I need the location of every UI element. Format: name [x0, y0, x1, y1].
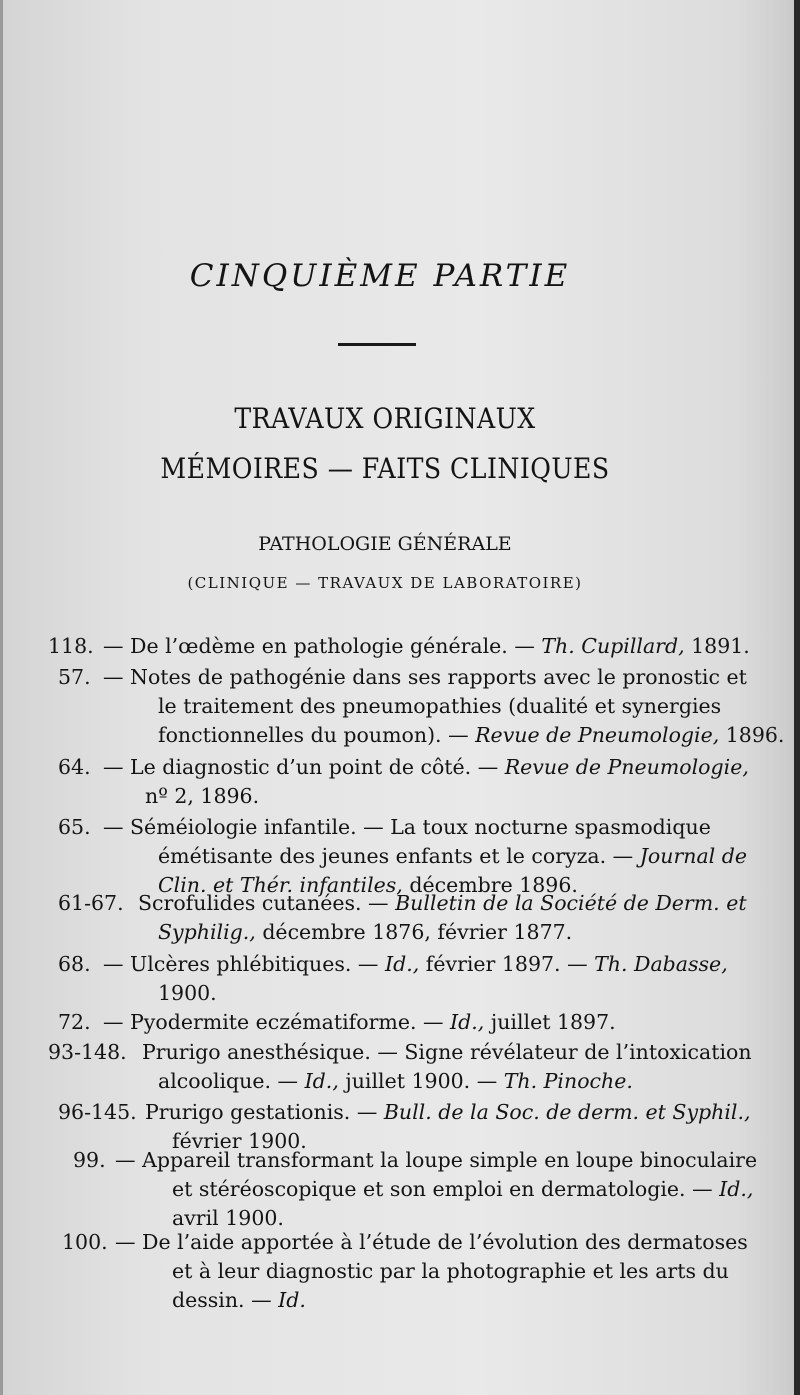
entry-source: Th. Cupillard, [541, 634, 685, 658]
entry-title: — De l’œdème en pathologie générale. — [103, 634, 535, 658]
list-item [0, 663, 800, 753]
entry-line: Prurigo anesthésique. — Signe révélateur de l’intoxication [142, 1040, 752, 1064]
entry-source: Id. [278, 1288, 306, 1312]
entry-date: décembre 1896. [409, 873, 578, 897]
heading-travaux-originaux: TRAVAUX ORIGINAUX [234, 402, 536, 435]
list-item [0, 1228, 800, 1318]
entry-line: — De l’aide apportée à l’étude de l’évolution des dermatoses [115, 1230, 748, 1254]
list-item [0, 1038, 800, 1098]
entry-source: Bulletin de la Société de Derm. et [395, 891, 747, 915]
entry-line: Scrofulides cutanées. — [138, 891, 389, 915]
entry-line: dessin. — [172, 1288, 272, 1312]
entry-number: 100. [62, 1230, 108, 1254]
entry-source: Id., [450, 1010, 485, 1034]
entry-line: fonctionnelles du poumon). — [158, 723, 469, 747]
list-item [0, 1146, 800, 1236]
entry-number: 64. [58, 755, 91, 779]
entry-line: avril 1900. [172, 1206, 284, 1230]
entry-line: — Notes de pathogénie dans ses rapports avec le pronostic et [103, 665, 747, 689]
part-title: CINQUIÈME PARTIE [189, 258, 571, 294]
entry-number: 93-148. [48, 1040, 127, 1064]
entry-number: 68. [58, 952, 91, 976]
entry-number: 96-145. [58, 1100, 137, 1124]
entry-source: Clin. et Thér. infantiles, [158, 873, 403, 897]
entry-source: Syphilig., [158, 920, 256, 944]
entry-source: Id., [304, 1069, 339, 1093]
list-item [0, 889, 800, 949]
entry-line: — Ulcères phlébitiques. — [103, 952, 379, 976]
entry-number: 57. [58, 665, 91, 689]
heading-memoires: MÉMOIRES — FAITS CLINIQUES [160, 452, 610, 485]
entry-number: 65. [58, 815, 91, 839]
entry-date: juillet 1897. [490, 1010, 616, 1034]
entry-line: 1900. [158, 981, 217, 1005]
entry-number: 61-67. [58, 891, 124, 915]
title-divider [338, 343, 416, 346]
entry-line: février 1900. [172, 1129, 307, 1153]
entry-number: 72. [58, 1010, 91, 1034]
entry-line: alcoolique. — [158, 1069, 299, 1093]
entry-source: Bull. de la Soc. de derm. et Syphil., [383, 1100, 751, 1124]
entry-line: juillet 1900. — [345, 1069, 498, 1093]
entry-source: Revue de Pneumologie, [504, 755, 749, 779]
entry-line: — Pyodermite eczématiforme. — [103, 1010, 444, 1034]
entry-line: février 1897. — [425, 952, 588, 976]
entry-line: et à leur diagnostic par la photographie et les arts du [172, 1259, 729, 1283]
entry-line: — Le diagnostic d’un point de côté. — [103, 755, 499, 779]
list-item [0, 1008, 800, 1038]
entry-date: 1891. [691, 634, 750, 658]
entry-date: décembre 1876, février 1877. [262, 920, 573, 944]
subsection-heading: (CLINIQUE — TRAVAUX DE LABORATOIRE) [187, 574, 583, 592]
section-heading: PATHOLOGIE GÉNÉRALE [258, 533, 512, 555]
entry-number: 99. [73, 1148, 106, 1172]
entry-line: — Appareil transformant la loupe simple en loupe binoculaire [115, 1148, 758, 1172]
entry-source: Th. Pinoche. [503, 1069, 633, 1093]
entry-source: Revue de Pneumologie, [475, 723, 720, 747]
entry-source: Id., [384, 952, 420, 976]
list-item [0, 753, 800, 813]
entry-date: 1896. [725, 723, 785, 747]
entry-source: Journal de [639, 844, 748, 868]
entry-line: émétisante des jeunes enfants et le coryza. — [158, 844, 634, 868]
entry-line: le traitement des pneumopathies (dualité et synergies [158, 694, 722, 718]
entry-line: — Séméiologie infantile. — La toux nocturne spasmodique [103, 815, 711, 839]
entry-source: Th. Dabasse, [594, 952, 728, 976]
entry-line: Prurigo gestationis. — [145, 1100, 378, 1124]
list-item [0, 632, 800, 662]
list-item [0, 950, 800, 1010]
entry-line: nº 2, 1896. [145, 784, 260, 808]
entry-line: et stéréoscopique et son emploi en dermatologie. — [172, 1177, 713, 1201]
entry-number: 118. [48, 634, 94, 658]
entry-source: Id., [719, 1177, 754, 1201]
